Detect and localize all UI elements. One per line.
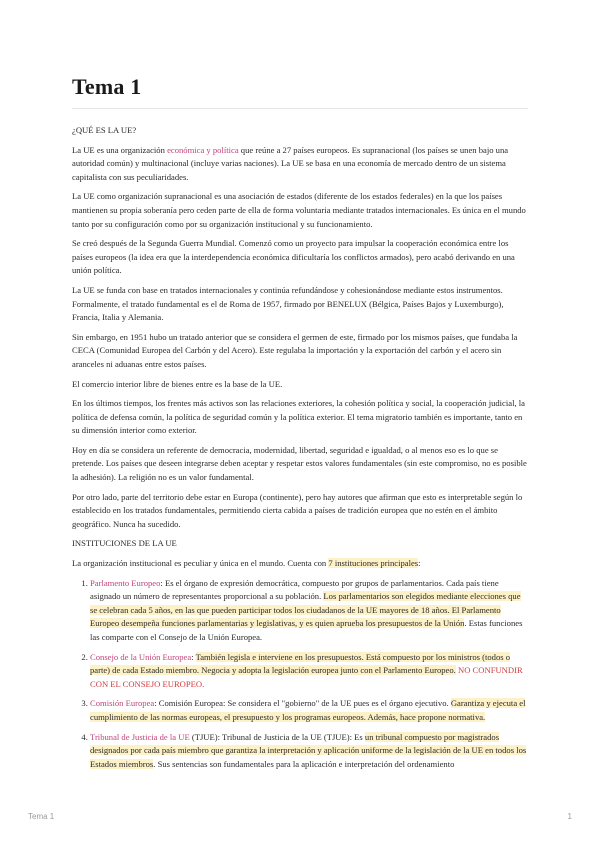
- list-item: 1. Parlamento Europeo: Es el órgano de expresión democrática, compuesto por grupos de parlamentarios. Cada país tiene asignado un número de representantes proporcional a su población. Los parlamentarios son elegidos mediante elecciones que se celebran cada 5 años, en las que pueden participar todos los ciudadanos de la UE mayores de 18 años. El Parlamento Europeo desempeña funciones parlamentarias y legislativas, y es quien aprueba los presupuestos de la Unión. Estas funciones las comparte con el Consejo de la Unión Europea.: [90, 577, 528, 645]
- instituciones-intro: La organización institucional es peculiar y única en el mundo. Cuenta con 7 instituciones principales:: [72, 558, 421, 569]
- title-divider: [72, 108, 528, 109]
- footer-page-number: 1: [567, 812, 572, 821]
- list-item: 3. Comisión Europea: Comisión Europea: Se considera el "gobierno" de la UE pues es el órgano ejecutivo. Garantiza y ejecuta el cumplimiento de las normas europeas, el presupuesto y los programas europeos. Además, hace propone normativa.: [90, 697, 528, 724]
- page-title: Tema 1: [72, 74, 142, 99]
- paragraph-5: Sin embargo, en 1951 hubo un tratado anterior que se considera el germen de este, firmado por los mismos países, que fundaba la CECA (Comunidad Europea del Carbón y del Acero). Este regulaba la importación y la exportación del carbón y el acero sin aranceles ni aduanas entre estos países.: [72, 331, 518, 369]
- document-body: [72, 124, 528, 777]
- paragraph-4: La UE se funda con base en tratados internacionales y continúa refundándose y cohesionándose mediante estos instrumentos. Formalmente, el tratado fundamental es el de Roma de 1957, firmado por BENELUX (Bélgica, Países Bajos y Luxemburgo), Francia, Italia y Alemania.: [72, 284, 504, 323]
- instituciones-list: [72, 577, 528, 772]
- paragraph-1: La UE es una organización económica y política que reúne a 27 países europeos. Es supranacional (los países se unen bajo una autoridad común) y multinacional (incluye varias naciones). La UE se basa en una economía de mercado dentro de un sistema capitalista con sus peculiaridades.: [72, 144, 509, 182]
- list-item: 4. Tribunal de Justicia de la UE (TJUE): Tribunal de Justicia de la UE (TJUE): Es un tribunal compuesto por magistrados designados por cada país miembro que garantiza la interpretación y aplicación uniforme de la legislación de la UE en todos los Estados miembros. Sus sentencias son fundamentales para la aplicación e interpretación del ordenamiento: [90, 731, 528, 772]
- section-heading-instituciones: INSTITUCIONES DE LA UE: [72, 538, 177, 549]
- paragraph-7: En los últimos tiempos, los frentes más activos son las relaciones exteriores, la cohesión política y social, la cooperación judicial, la política de defensa común, la política de seguridad común y la política exterior. El tema migratorio también es importante, tanto en su dimensión interior como exterior.: [72, 398, 525, 436]
- paragraph-2: La UE como organización supranacional es una asociación de estados (diferente de los estados federales) en la que los países mantienen su propia soberanía pero ceden parte de ella de forma voluntaria mediante tratados internacionales. Es única en el mundo tanto por su configuración como por su organización institucional y su funcionamiento.: [72, 191, 526, 229]
- paragraph-8: Hoy en día se considera un referente de democracia, modernidad, libertad, seguridad e igualdad, o al menos eso es lo que se pretende. Los países que deseen integrarse deben aceptar y respetar estos valores fundamentales (sin este compromiso, no es posible la adhesión). La religión no es un valor fundamental.: [72, 444, 527, 483]
- paragraph-9: Por otro lado, parte del territorio debe estar en Europa (continente), pero hay autores que afirman que esto es interpretable según lo establecido en los tratados fundamentales, permitiendo cierta cabida a países de tradición europea que no estén en el ámbito geográfico. Nunca ha sucedido.: [72, 491, 523, 529]
- paragraph-6: El comercio interior libre de bienes entre es la base de la UE.: [72, 378, 283, 389]
- footer-doc-title: Tema 1: [28, 812, 55, 821]
- section-heading-que-es: ¿QUÉ ES LA UE?: [72, 125, 137, 135]
- list-item: 2. Consejo de la Unión Europea: También legisla e interviene en los presupuestos. Está compuesto por los ministros (todos o parte) de cada Estado miembro. Negocia y adopta la legislación europea junto con el Parlamento Europeo. NO CONFUNDIR CON EL CONSEJO EUROPEO.: [90, 651, 528, 692]
- paragraph-3: Se creó después de la Segunda Guerra Mundial. Comenzó como un proyecto para impulsar la cooperación económica entre los países europeos (la idea era que la interdependencia económica dificultaría los conflictos armados), pero acabó derivando en una unión política.: [72, 238, 515, 276]
